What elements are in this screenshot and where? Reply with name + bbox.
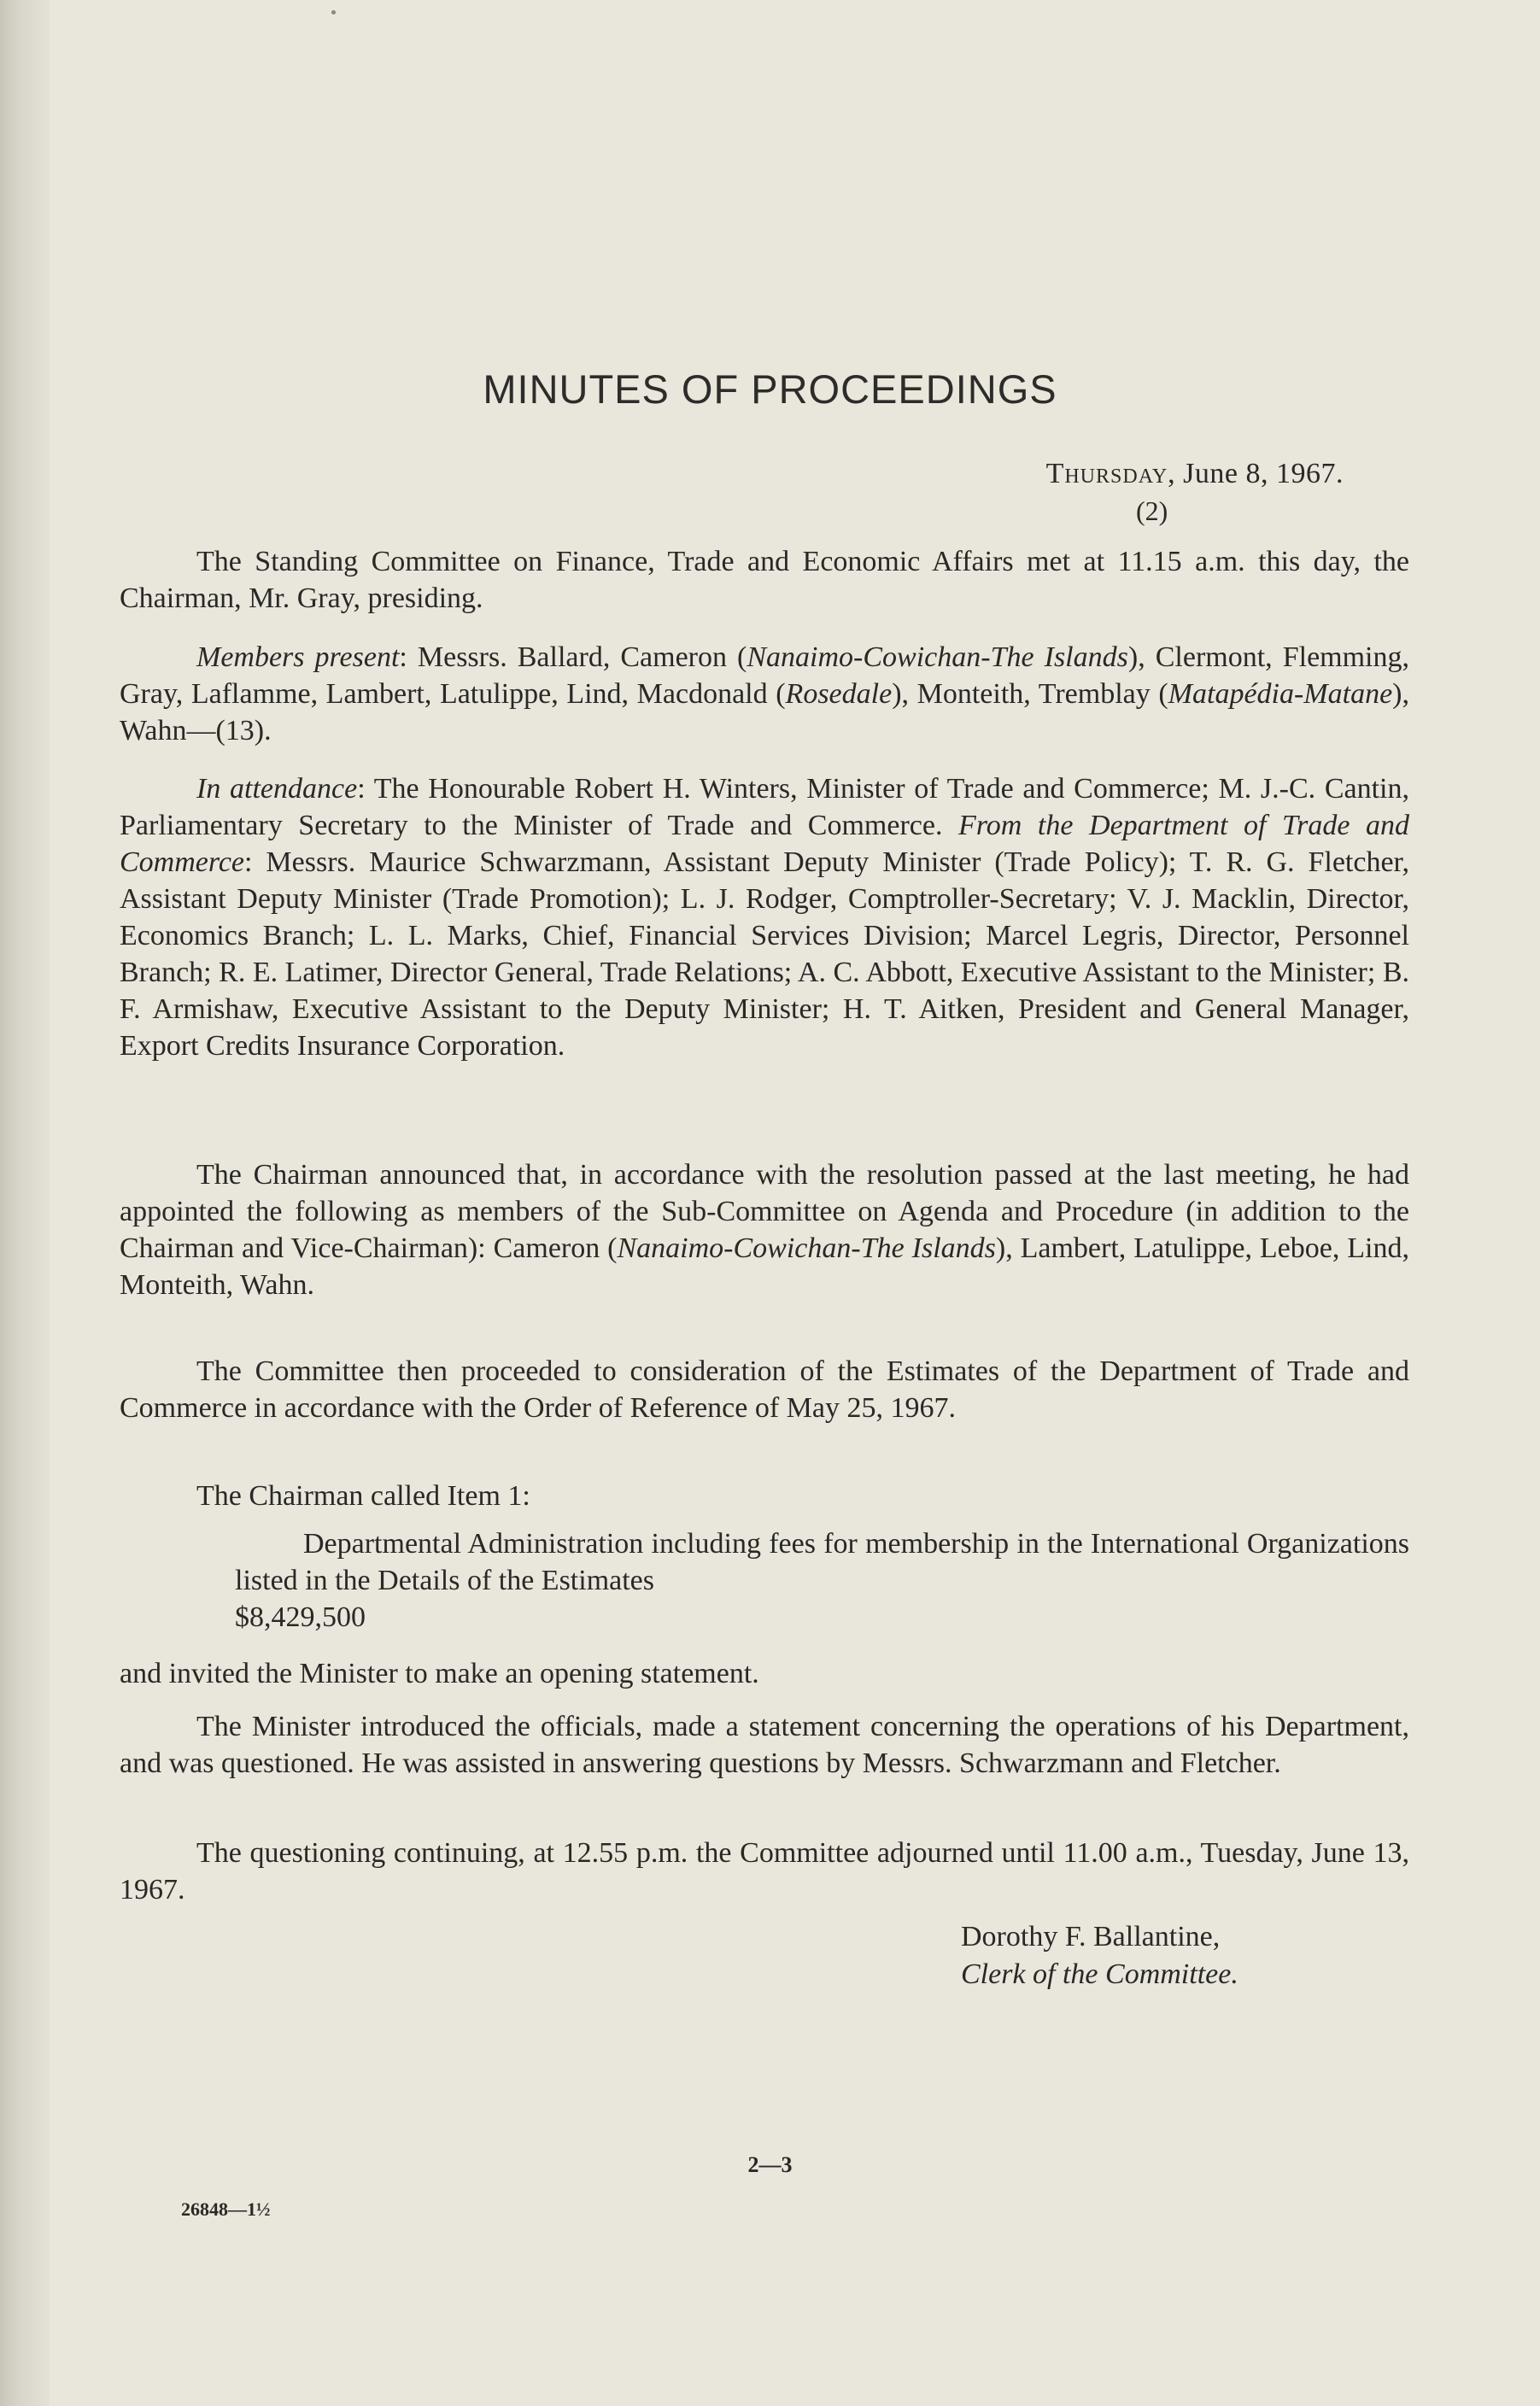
meeting-number: (2) — [1136, 495, 1168, 526]
page-title: MINUTES OF PROCEEDINGS — [483, 366, 1057, 412]
meeting-date — [1046, 458, 1344, 490]
paragraph-in-attendance: In attendance: The Honourable Robert H. Winters, Minister of Trade and Commerce; M. J.-C. Cantin, Parliamentary Secretary to the Minister of Trade and Commerce. From the Department of Trade and Commerce: Messrs. Maurice Schwarzmann, Assistant Deputy Minister (Trade Policy); T. R. G. Fletcher, Assistant Deputy Minister (Trade Promotion); L. J. Rodger, Comptroller-Secretary; V. J. Macklin, Director, Economics Branch; L. L. Marks, Chief, Financial Services Division; Marcel Legris, Director, Personnel Branch; R. E. Latimer, Director General, Trade Relations; A. C. Abbott, Executive Assistant to the Minister; B. F. Armishaw, Executive Assistant to the Deputy Minister; H. T. Aitken, President and General Manager, Export Credits Insurance Corporation. — [120, 773, 1409, 1062]
signature-block — [961, 1918, 1238, 1993]
paragraph-subcommittee: The Chairman announced that, in accordance with the resolution passed at the last meeting, he had appointed the following as members of the Sub-Committee on Agenda and Procedure (in addition to the Chairman and Vice-Chairman): Cameron (Nanaimo-Cowichan-The Islands), Lambert, Latulippe, Leboe, Lind, Monteith, Wahn. — [120, 1159, 1409, 1301]
paragraph-members-present: Members present: Messrs. Ballard, Cameron (Nanaimo-Cowichan-The Islands), Clermont, Flemming, Gray, Laflamme, Lambert, Latulippe, Lind, Macdonald (Rosedale), Monteith, Tremblay (Matapédia-Matane), Wahn—(13). — [120, 641, 1409, 746]
in-attendance-label: In attendance — [196, 773, 358, 805]
print-code: 26848—1½ — [181, 2198, 271, 2220]
paragraph-minister: The Minister introduced the officials, made a statement concerning the operations of his Department, and was questioned. He was assisted in answering questions by Messrs. Schwarzmann and Fletcher. — [120, 1711, 1409, 1779]
page-number: 2—3 — [747, 2152, 793, 2177]
clerk-name: Dorothy F. Ballantine, — [961, 1921, 1221, 1952]
meeting-day: Thursday — [1045, 458, 1168, 489]
paragraph-opening-statement: and invited the Minister to make an opening statement. — [120, 1658, 759, 1689]
paragraph-opening: The Standing Committee on Finance, Trade and Economic Affairs met at 11.15 a.m. this day, the Chairman, Mr. Gray, presiding. — [120, 546, 1409, 614]
item-1-amount: $8,429,500 — [235, 1601, 366, 1633]
members-present-label: Members present — [196, 641, 400, 673]
paragraph-adjournment: The questioning continuing, at 12.55 p.m. the Committee adjourned until 11.00 a.m., Tuesday, June 13, 1967. — [120, 1837, 1409, 1905]
clerk-title: Clerk of the Committee. — [961, 1958, 1238, 1990]
paragraph-item-call: The Chairman called Item 1: — [196, 1480, 530, 1512]
paragraph-estimates: The Committee then proceeded to consideration of the Estimates of the Department of Trade and Commerce in accordance with the Order of Reference of May 25, 1967. — [120, 1355, 1409, 1424]
meeting-date-rest: , June 8, 1967. — [1168, 458, 1344, 489]
item-1-description: Departmental Administration including fees for membership in the International Organizations listed in the Details of the Estimates $8,429,500 — [235, 1528, 1409, 1633]
